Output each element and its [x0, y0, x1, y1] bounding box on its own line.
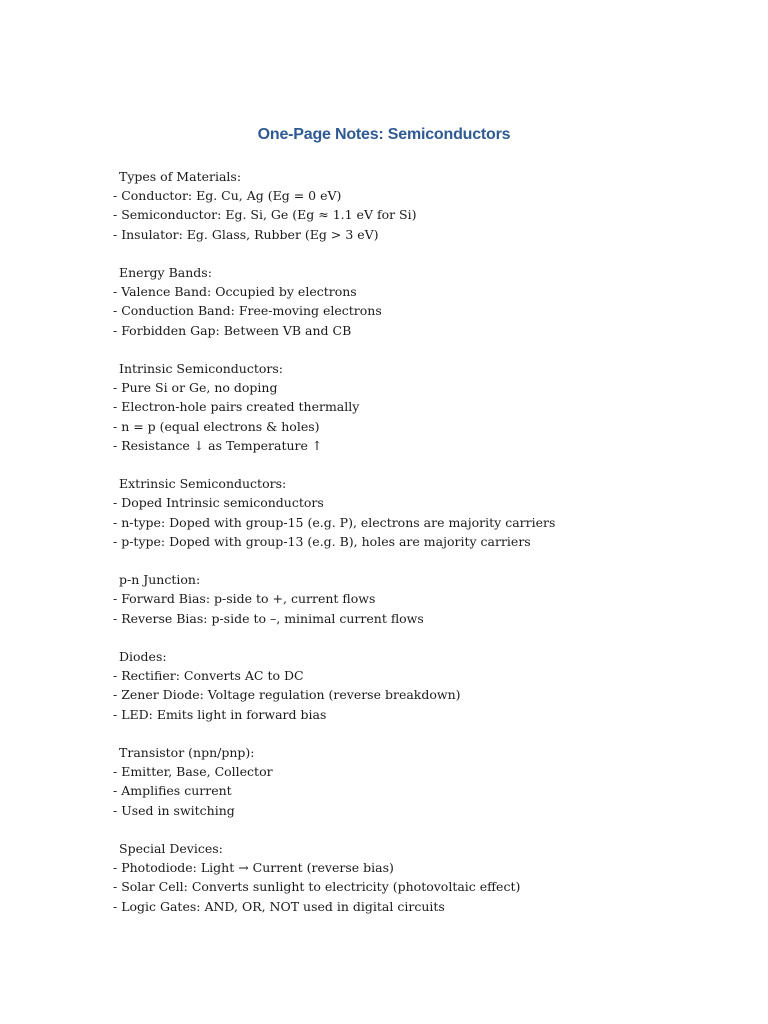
list-item: - Forbidden Gap: Between VB and CB — [113, 322, 352, 338]
list-item: - p-type: Doped with group-13 (e.g. B), holes are majority carriers — [113, 533, 531, 549]
section-energy-bands — [113, 263, 733, 340]
list-item: - Conductor: Eg. Cu, Ag (Eg = 0 eV) — [113, 188, 342, 204]
page-title: One-Page Notes: Semiconductors — [257, 126, 511, 143]
list-item: - Electron-hole pairs created thermally — [113, 399, 360, 415]
list-item: - Used in switching — [113, 802, 235, 818]
list-item: - Rectifier: Converts AC to DC — [113, 668, 304, 684]
list-item: - Semiconductor: Eg. Si, Ge (Eg ≈ 1.1 eV for Si) — [113, 207, 417, 223]
list-item: - Emitter, Base, Collector — [113, 764, 273, 780]
list-item: - Valence Band: Occupied by electrons — [113, 284, 357, 300]
section-types-of-materials — [113, 167, 733, 244]
notes-body — [113, 167, 733, 935]
section-heading: Transistor (npn/pnp): — [119, 745, 255, 760]
section-heading: Types of Materials: — [119, 169, 242, 184]
section-special-devices — [113, 839, 733, 916]
list-item: - n-type: Doped with group-15 (e.g. P), electrons are majority carriers — [113, 514, 556, 530]
section-extrinsic-semiconductors — [113, 474, 733, 551]
list-item: - Forward Bias: p-side to +, current flows — [113, 591, 376, 607]
list-item: - n = p (equal electrons & holes) — [113, 418, 320, 434]
section-heading: p-n Junction: — [119, 572, 201, 588]
list-item: - Logic Gates: AND, OR, NOT used in digital circuits — [113, 898, 445, 914]
section-heading: Energy Bands: — [119, 265, 212, 280]
list-item: - Doped Intrinsic semiconductors — [113, 495, 324, 511]
section-pn-junction — [113, 570, 733, 628]
list-item: - Conduction Band: Free-moving electrons — [113, 303, 382, 319]
list-item: - Insulator: Eg. Glass, Rubber (Eg > 3 eV) — [113, 226, 379, 242]
list-item: - Zener Diode: Voltage regulation (reverse breakdown) — [113, 687, 461, 703]
section-transistor — [113, 743, 733, 820]
list-item: - Pure Si or Ge, no doping — [113, 380, 278, 396]
section-heading: Intrinsic Semiconductors: — [119, 361, 284, 376]
list-item: - LED: Emits light in forward bias — [113, 706, 327, 722]
list-item: - Reverse Bias: p-side to –, minimal current flows — [113, 610, 424, 626]
list-item: - Resistance ↓ as Temperature ↑ — [113, 437, 323, 453]
section-diodes — [113, 647, 733, 724]
section-intrinsic-semiconductors — [113, 359, 733, 455]
list-item: - Amplifies current — [113, 783, 232, 799]
section-heading: Diodes: — [119, 649, 167, 664]
section-heading: Special Devices: — [119, 841, 223, 856]
list-item: - Solar Cell: Converts sunlight to electricity (photovoltaic effect) — [113, 879, 521, 895]
list-item: - Photodiode: Light → Current (reverse bias) — [113, 860, 394, 876]
section-heading: Extrinsic Semiconductors: — [119, 476, 287, 492]
